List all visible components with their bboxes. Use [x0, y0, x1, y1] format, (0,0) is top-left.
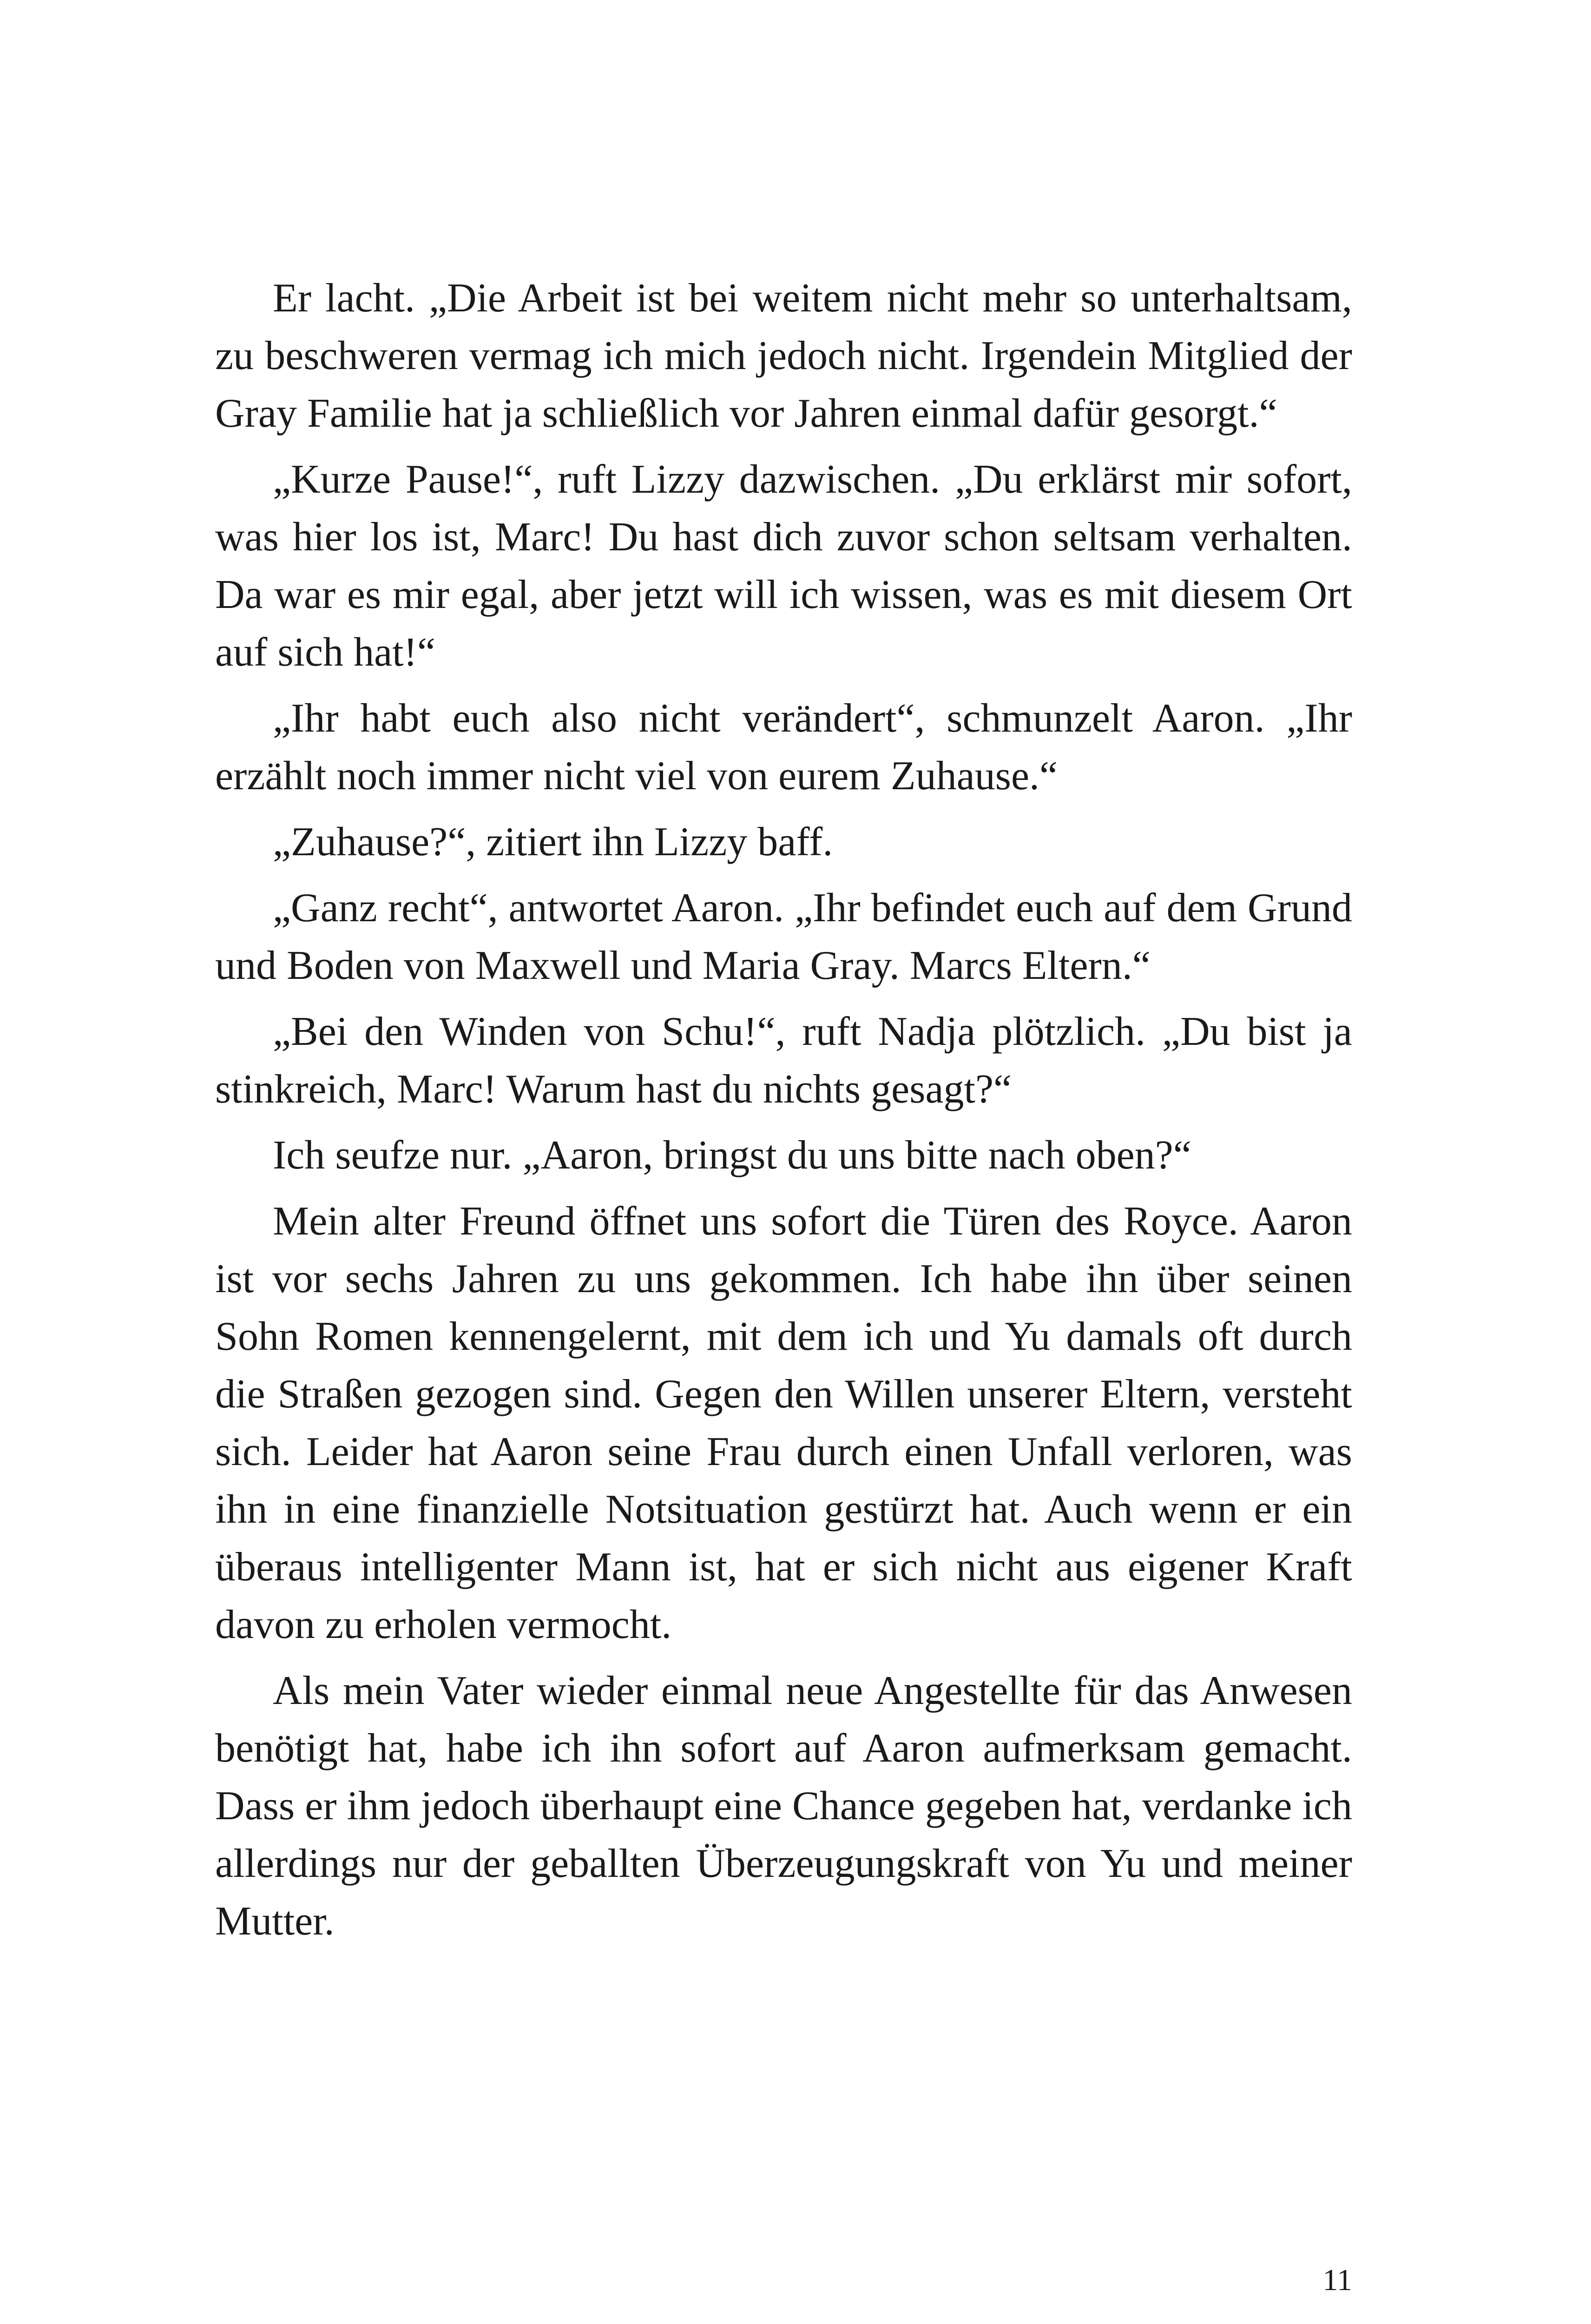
paragraph: Ich seufze nur. „Aaron, bringst du uns bitte nach oben?“: [273, 1133, 1191, 1178]
paragraph: „Ihr habt euch also nicht verändert“, schmunzelt Aaron. „Ihr erzählt noch immer nicht viel von eurem Zuhause.“: [215, 696, 1352, 799]
paragraph: „Ganz recht“, antwortet Aaron. „Ihr befindet euch auf dem Grund und Boden von Maxwell und Maria Gray. Marcs Eltern.“: [215, 885, 1352, 988]
paragraph: „Kurze Pause!“, ruft Lizzy dazwischen. „Du erklärst mir sofort, was hier los ist, Marc! Du hast dich zuvor schon seltsam verhalten. Da war es mir egal, aber jetzt will ich wissen, was es mit diesem Ort auf sich hat!“: [215, 457, 1352, 675]
body-text: [215, 270, 1352, 1950]
paragraph: Er lacht. „Die Arbeit ist bei weitem nicht mehr so unterhaltsam, zu beschweren vermag ich mich jedoch nicht. Irgendein Mitglied der Gray Familie hat ja schließlich vor Jahren einmal dafür gesorgt.“: [215, 276, 1352, 436]
paragraph: „Zuhause?“, zitiert ihn Lizzy baff.: [273, 819, 833, 865]
paragraph: Mein alter Freund öffnet uns sofort die Türen des Royce. Aaron ist vor sechs Jahren zu uns gekommen. Ich habe ihn über seinen Sohn Romen kennengelernt, mit dem ich und Yu damals oft durch die Straßen gezogen sind. Gegen den Willen unserer Eltern, versteht sich. Leider hat Aaron seine Frau durch einen Unfall verloren, was ihn in eine finanzielle Notsituation gestürzt hat. Auch wenn er ein überaus intelligenter Mann ist, hat er sich nicht aus eigener Kraft davon zu erholen vermocht.: [215, 1199, 1352, 1647]
page-number: 11: [1322, 2263, 1352, 2297]
paragraph: „Bei den Winden von Schu!“, ruft Nadja plötzlich. „Du bist ja stinkreich, Marc! Warum hast du nichts gesagt?“: [215, 1009, 1352, 1112]
paragraph: Als mein Vater wieder einmal neue Angestellte für das Anwesen benötigt hat, habe ich ihn sofort auf Aaron aufmerksam gemacht. Dass er ihm jedoch überhaupt eine Chance gegeben hat, verdanke ich allerdings nur der geballten Überzeugungskraft von Yu und meiner Mutter.: [215, 1668, 1352, 1944]
